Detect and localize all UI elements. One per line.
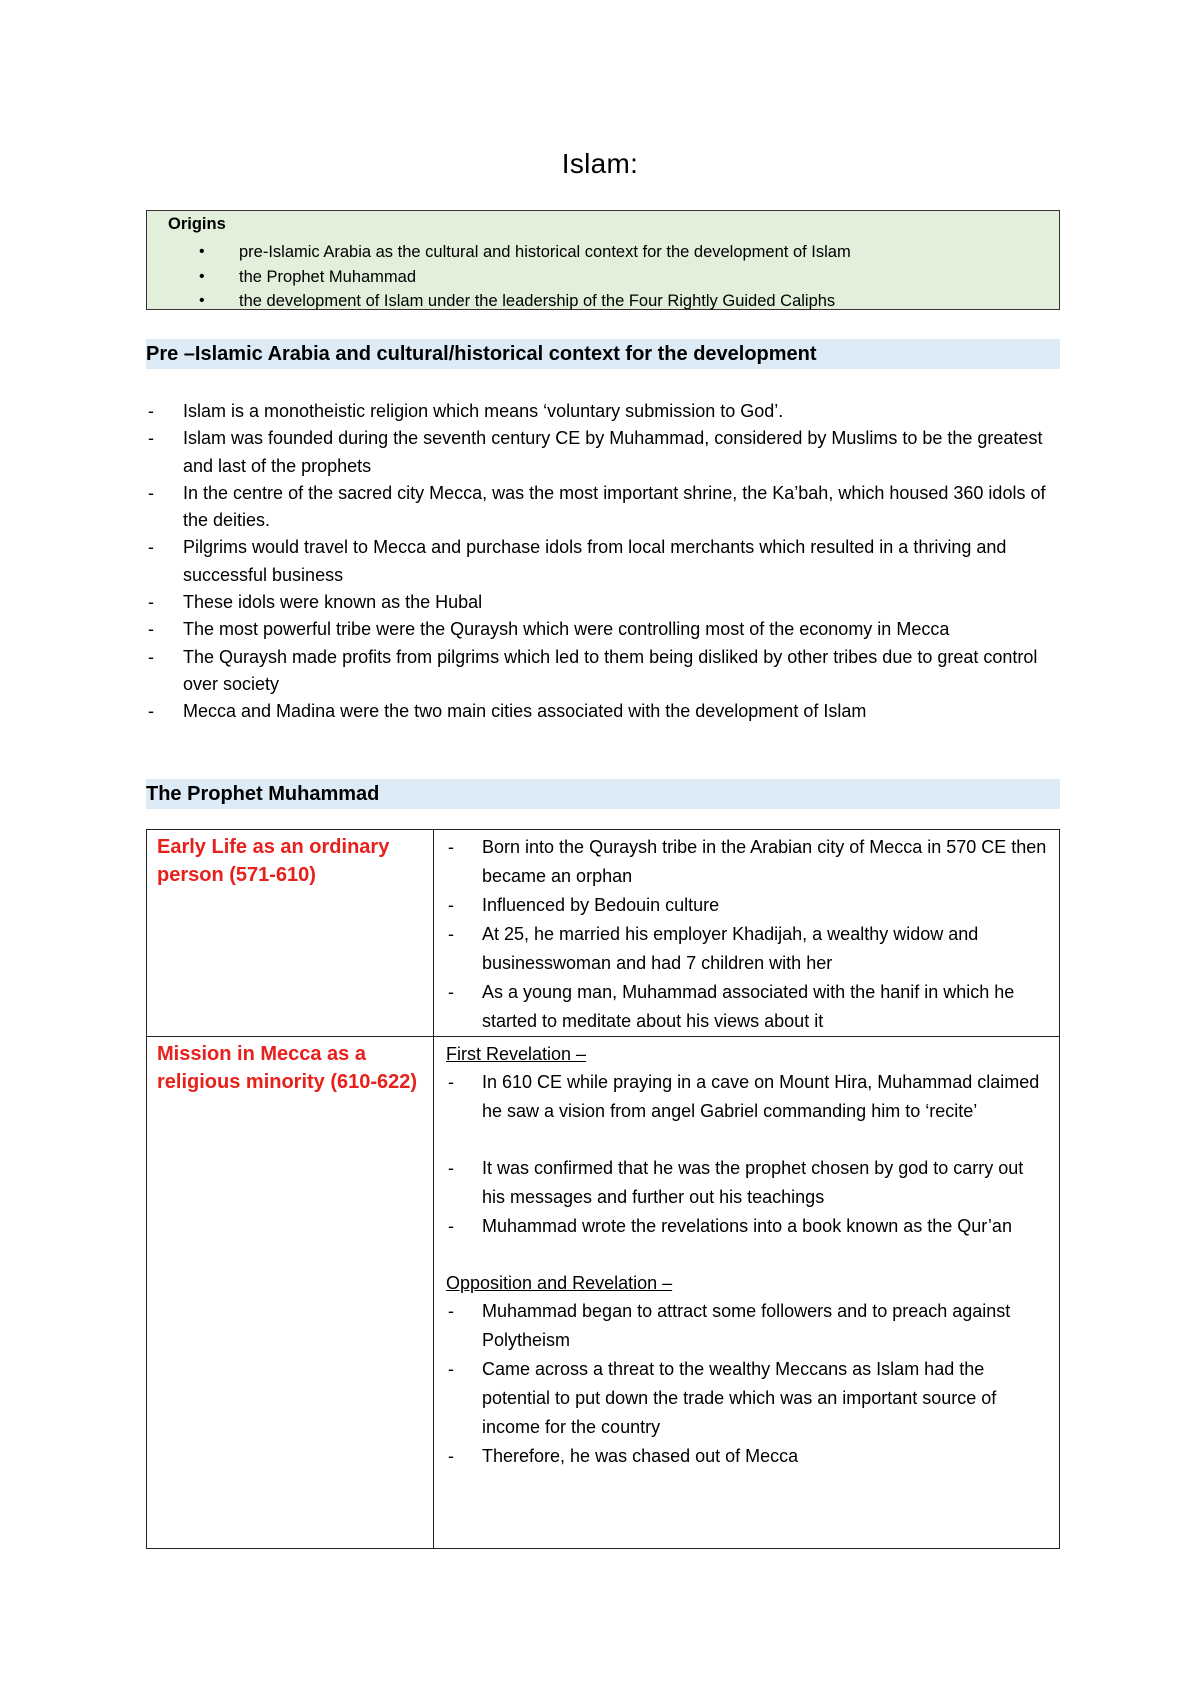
list-item: - Pilgrims would travel to Mecca and purchase idols from local merchants which resulted in a thriving and successful business: [146, 534, 1060, 589]
table-row: [147, 830, 1060, 1037]
list-item: - As a young man, Muhammad associated with the hanif in which he started to meditate about his views about it: [446, 978, 1049, 1036]
list-item: - It was confirmed that he was the prophet chosen by god to carry out his messages and further out his teachings: [446, 1154, 1049, 1212]
list-item: - The most powerful tribe were the Quraysh which were controlling most of the economy in Mecca: [146, 616, 1060, 643]
details-list: [446, 833, 1049, 1036]
details-list: [446, 1297, 1049, 1471]
origins-item: • the development of Islam under the leadership of the Four Rightly Guided Caliphs: [171, 289, 851, 314]
prophet-table: [146, 829, 1060, 1549]
list-item: - In 610 CE while praying in a cave on Mount Hira, Muhammad claimed he saw a vision from angel Gabriel commanding him to ‘recite’: [446, 1068, 1049, 1126]
pre-islamic-list: [146, 398, 1060, 726]
list-item: - Influenced by Bedouin culture: [446, 891, 1049, 920]
table-row: [147, 1037, 1060, 1549]
sub-heading-first-revelation: First Revelation –: [446, 1044, 587, 1064]
list-item: - The Quraysh made profits from pilgrims which led to them being disliked by other tribes due to great control over society: [146, 644, 1060, 699]
details-list: [446, 1154, 1049, 1241]
origins-box: [146, 210, 1060, 310]
list-item: - Islam was founded during the seventh century CE by Muhammad, considered by Muslims to be the greatest and last of the prophets: [146, 425, 1060, 480]
list-item: - In the centre of the sacred city Mecca, was the most important shrine, the Ka’bah, which housed 360 idols of the deities.: [146, 480, 1060, 535]
page-title: Islam:: [561, 148, 639, 179]
list-item: - Therefore, he was chased out of Mecca: [446, 1442, 1049, 1471]
period-label: Early Life as an ordinary person (571-610): [157, 836, 390, 886]
list-item: - Muhammad began to attract some followers and to preach against Polytheism: [446, 1297, 1049, 1355]
origins-item: • pre-Islamic Arabia as the cultural and historical context for the development of Islam: [171, 240, 851, 265]
section-heading-prophet: The Prophet Muhammad: [146, 783, 380, 805]
section-band-prophet: [146, 779, 1060, 809]
origins-heading: Origins: [168, 215, 226, 233]
list-item: - Born into the Quraysh tribe in the Arabian city of Mecca in 570 CE then became an orphan: [446, 833, 1049, 891]
period-cell: [147, 830, 434, 1037]
list-item: - At 25, he married his employer Khadijah, a wealthy widow and businesswoman and had 7 children with her: [446, 920, 1049, 978]
section-band-pre-islamic: [146, 339, 1060, 369]
list-item: - Came across a threat to the wealthy Meccans as Islam had the potential to put down the trade which was an important source of income for the country: [446, 1355, 1049, 1442]
period-label: Mission in Mecca as a religious minority (610-622): [157, 1043, 418, 1093]
spacer: [446, 1126, 1049, 1154]
origins-list: [171, 240, 851, 314]
details-list: [446, 1068, 1049, 1126]
list-item: - These idols were known as the Hubal: [146, 589, 1060, 616]
list-item: - Mecca and Madina were the two main cities associated with the development of Islam: [146, 698, 1060, 725]
list-item: - Muhammad wrote the revelations into a book known as the Qur’an: [446, 1212, 1049, 1241]
details-cell: [434, 830, 1060, 1037]
list-item: - Islam is a monotheistic religion which means ‘voluntary submission to God’.: [146, 398, 1060, 425]
period-cell: [147, 1037, 434, 1549]
spacer: [446, 1241, 1049, 1269]
section-heading-pre-islamic: Pre –Islamic Arabia and cultural/historical context for the development: [146, 343, 817, 365]
sub-heading-opposition: Opposition and Revelation –: [446, 1273, 673, 1293]
details-cell: [434, 1037, 1060, 1549]
origins-item: • the Prophet Muhammad: [171, 265, 851, 290]
